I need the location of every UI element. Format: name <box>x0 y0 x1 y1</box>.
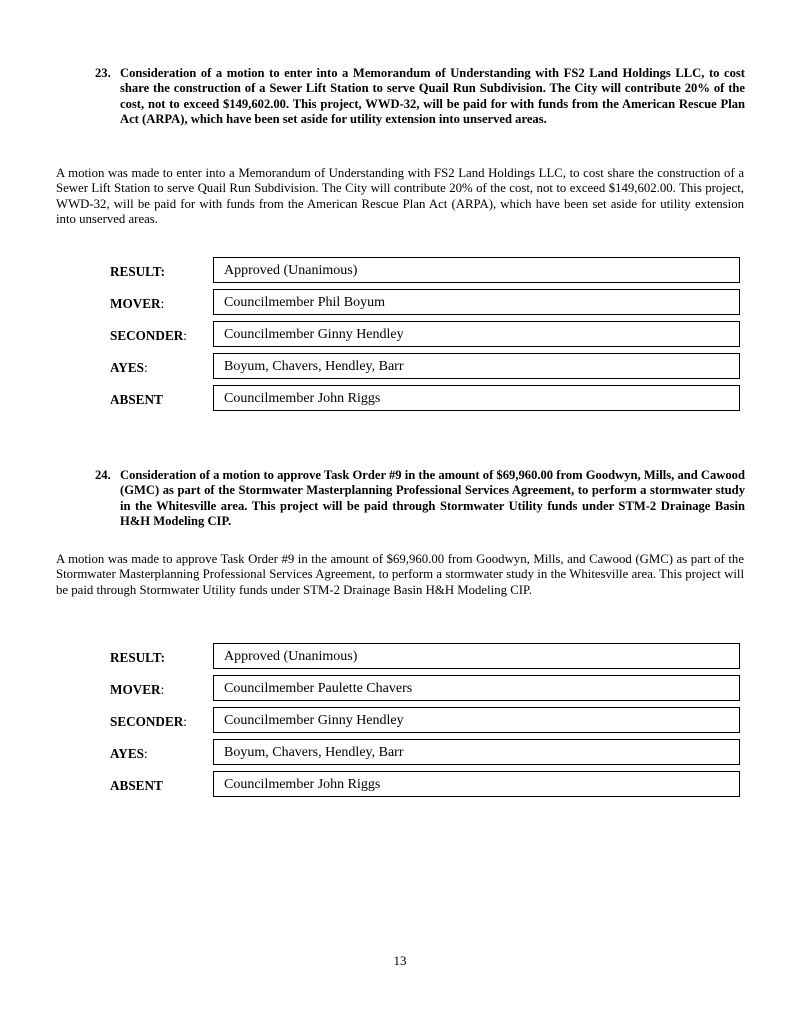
page-number: 13 <box>393 953 407 968</box>
result-label: RESULT: <box>110 650 165 665</box>
vote-row-ayes <box>110 353 742 381</box>
seconder-value: Councilmember Ginny Hendley <box>213 321 740 347</box>
mover-value: Councilmember Paulette Chavers <box>213 675 740 701</box>
seconder-label: SECONDER: <box>110 328 187 343</box>
agenda-item-23-heading <box>95 66 745 128</box>
vote-row-result <box>110 643 742 671</box>
vote-row-seconder <box>110 321 742 349</box>
vote-row-mover <box>110 289 742 317</box>
mover-label: MOVER: <box>110 296 165 311</box>
agenda-item-number: 23. <box>95 66 111 80</box>
vote-table <box>110 643 742 803</box>
vote-row-ayes <box>110 739 742 767</box>
vote-row-seconder <box>110 707 742 735</box>
motion-text: A motion was made to enter into a Memorandum of Understanding with FS2 Land Holdings LLC, to cost share the construction of a Sewer Lift Station to serve Quail Run Subdivision. The City will contribute 20% of the cost, not to exceed $149,602.00. This project, WWD-32, will be paid for with funds from the American Rescue Plan Act (ARPA), which have been set aside for utility extension into unserved areas. <box>56 166 744 227</box>
absent-label: ABSENT <box>110 778 163 793</box>
ayes-label: AYES: <box>110 360 148 375</box>
motion-text: A motion was made to approve Task Order #9 in the amount of $69,960.00 from Goodwyn, Mills, and Cawood (GMC) as part of the Stormwater Masterplanning Professional Services Agreement, to perform a stormwater study in the Whitesville area. This project will be paid through Stormwater Utility funds under STM-2 Drainage Basin H&H Modeling CIP. <box>56 552 744 597</box>
vote-row-mover <box>110 675 742 703</box>
seconder-label: SECONDER: <box>110 714 187 729</box>
result-value: Approved (Unanimous) <box>213 643 740 669</box>
vote-row-absent <box>110 385 742 413</box>
mover-label: MOVER: <box>110 682 165 697</box>
result-label: RESULT: <box>110 264 165 279</box>
ayes-value: Boyum, Chavers, Hendley, Barr <box>213 739 740 765</box>
agenda-item-number: 24. <box>95 468 111 482</box>
absent-label: ABSENT <box>110 392 163 407</box>
mover-value: Councilmember Phil Boyum <box>213 289 740 315</box>
vote-row-absent <box>110 771 742 799</box>
result-value: Approved (Unanimous) <box>213 257 740 283</box>
absent-value: Councilmember John Riggs <box>213 385 740 411</box>
ayes-label: AYES: <box>110 746 148 761</box>
agenda-item-title: Consideration of a motion to approve Task Order #9 in the amount of $69,960.00 from Goodwyn, Mills, and Cawood (GMC) as part of the Stormwater Masterplanning Professional Services Agreement, to perform a stormwater study in the Whitesville area. This project will be paid through Stormwater Utility funds under STM-2 Drainage Basin H&H Modeling CIP. <box>120 468 745 529</box>
agenda-item-24-heading <box>95 468 745 530</box>
agenda-item-title: Consideration of a motion to enter into a Memorandum of Understanding with FS2 Land Holdings LLC, to cost share the construction of a Sewer Lift Station to serve Quail Run Subdivision. The City will contribute 20% of the cost, not to exceed $149,602.00. This project, WWD-32, will be paid for with funds from the American Rescue Plan Act (ARPA), which have been set aside for utility extension into unserved areas. <box>120 66 745 127</box>
ayes-value: Boyum, Chavers, Hendley, Barr <box>213 353 740 379</box>
vote-table <box>110 257 742 417</box>
vote-row-result <box>110 257 742 285</box>
seconder-value: Councilmember Ginny Hendley <box>213 707 740 733</box>
absent-value: Councilmember John Riggs <box>213 771 740 797</box>
